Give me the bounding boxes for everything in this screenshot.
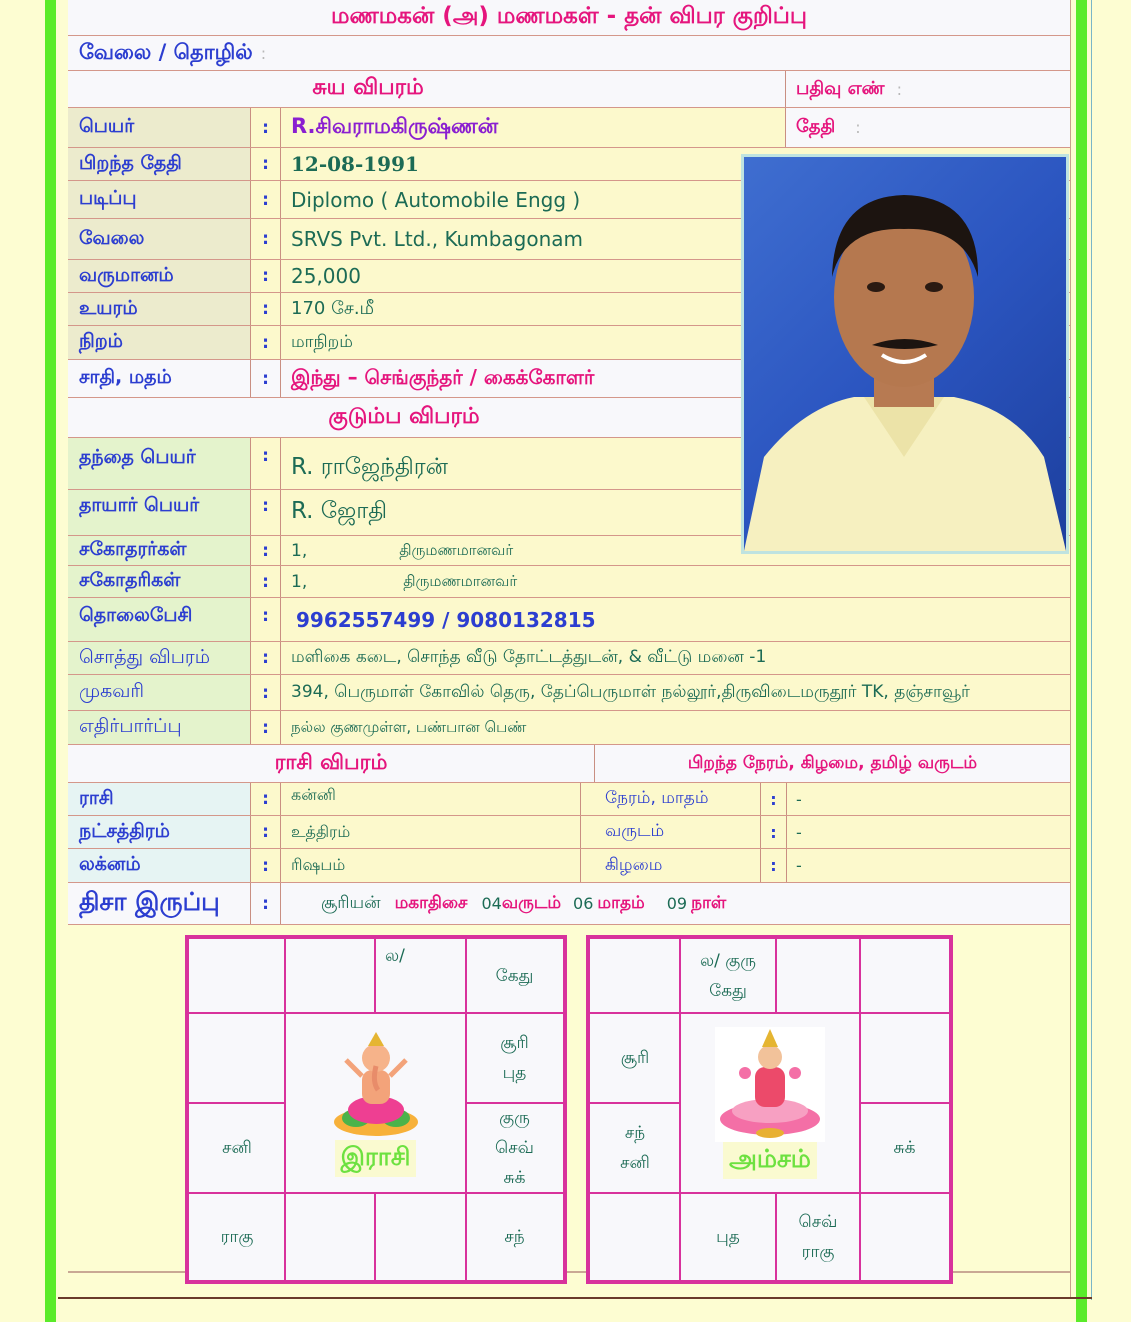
dasa-mahadasa: மகாதிசை [394,892,468,913]
amsam-cell-r3c1: புத [679,1192,777,1281]
brothers-status: திருமணமானவர் [399,540,514,559]
astro-row-star [68,816,1070,849]
phone-value: 9962557499 / 9080132815 [296,607,596,632]
registration-label: பதிவு எண் [796,77,885,99]
colon: : [251,783,281,815]
height-label: உயரம் [68,293,251,325]
colon: : [251,360,281,397]
lagnam-label: லக்னம் [68,849,251,882]
astro-section-header [68,745,1070,783]
colon: : [251,566,281,597]
colon: : [251,108,281,147]
family-section-title: குடும்ப விபரம் [328,403,480,429]
amsam-center [679,1012,861,1194]
dasa-days-num: 09 [666,894,688,913]
right-border-line [1091,0,1092,1300]
address-label: முகவரி [68,675,251,710]
profile-photo [741,154,1069,554]
dasa-days-label: நாள் [691,892,727,913]
mother-value: R. ஜோதி [291,498,388,524]
amsam-chart [586,935,953,1284]
father-value: R. ராஜேந்திரன் [291,454,448,480]
sisters-count: 1, [291,571,308,592]
rasi-cell-r0c3: கேது [465,938,564,1014]
date-label: தேதி [796,116,836,137]
rasi-chart-label: இராசி [335,1140,417,1177]
income-value: 25,000 [291,264,361,288]
brothers-count: 1, [291,540,308,561]
rasi-cell-r0c0 [188,938,286,1014]
dasa-months-label: மாதம் [597,892,645,913]
name-value: R.சிவராமகிருஷ்ணன் [291,114,499,138]
name-label: பெயர் [68,108,251,147]
page-bottom-border [58,1297,1092,1299]
occupation-label: வேலை / தொழில் [79,39,253,64]
personal-row-name [68,108,1070,148]
family-row-phone [68,598,1070,642]
right-border-bar [1076,0,1087,1322]
caste-value: இந்து – செங்குந்தர் / கைக்கோளர் [291,365,595,389]
sisters-status: திருமணமானவர் [403,571,518,590]
amsam-cell-r3c2: செவ் ராகு [775,1192,861,1281]
amsam-cell-r0c3 [859,938,950,1014]
colon: : [251,849,281,882]
colon: : [251,148,281,180]
personal-section-title: சுய விபரம் [312,75,424,100]
amsam-chart-label: அம்சம் [723,1142,817,1179]
rasi-center [284,1012,467,1194]
expectation-value: நல்ல குணமுள்ள, பண்பான பெண் [291,717,527,736]
rasi-cell-r3c3: சந் [465,1192,564,1281]
personal-section-header [68,71,1070,108]
rasi-cell-r1c3: சூரி புத [465,1012,564,1104]
occupation-row [68,36,1070,71]
date-colon: : [855,118,861,137]
father-label: தந்தை பெயர் [68,438,251,489]
colon: : [251,598,281,641]
rasi-cell-r0c1 [284,938,376,1014]
rasi-cell-r3c1 [284,1192,376,1281]
tamil-year-label: வருடம் [605,816,761,848]
colon: : [251,883,281,924]
colon: : [251,219,281,259]
income-label: வருமானம் [68,260,251,292]
phone-label: தொலைபேசி [68,598,251,641]
complexion-label: நிறம் [68,326,251,359]
family-row-sisters [68,566,1070,598]
colon: : [251,536,281,565]
title-row [68,0,1070,36]
amsam-cell-r1c3 [859,1012,950,1104]
family-row-address [68,675,1070,711]
dob-value: 12-08-1991 [291,152,419,176]
education-value: Diplomo ( Automobile Engg ) [291,187,581,212]
colon: : [251,438,281,489]
colon: : [251,675,281,710]
tamil-year-value: - [796,822,802,842]
colon: : [251,711,281,744]
rasi-label: ராசி [68,783,251,815]
dasa-planet: சூரியன் [321,892,381,913]
astro-section-title: ராசி விபரம் [274,750,388,774]
rasi-chart [185,935,567,1284]
rasi-cell-r1c0 [188,1012,286,1104]
dasa-value [281,883,726,924]
amsam-cell-r0c1: ல/ குரு கேது [679,938,777,1014]
caste-label: சாதி, மதம் [68,360,251,397]
weekday-value: - [796,856,802,875]
complexion-value: மாநிறம் [291,331,353,352]
job-label: வேலை [68,219,251,259]
education-label: படிப்பு [68,181,251,218]
brothers-label: சகோதரர்கள் [68,536,251,565]
birth-time-value: - [796,789,802,809]
height-value: 170 சே.மீ [291,297,375,319]
amsam-cell-r0c2 [775,938,861,1014]
astro-row-rasi [68,783,1070,816]
mother-label: தாயார் பெயர் [68,490,251,535]
family-row-assets [68,642,1070,675]
rasi-value: கன்னி [281,783,581,815]
colon: : [761,849,787,882]
amsam-cell-r2c0: சந் சனி [589,1102,681,1194]
rasi-cell-r2c0: சனி [188,1102,286,1194]
amsam-cell-r3c0 [589,1192,681,1281]
colon: : [251,816,281,848]
star-label: நட்சத்திரம் [68,816,251,848]
amsam-cell-r1c0: சூரி [589,1012,681,1104]
birth-time-label: நேரம், மாதம் [605,783,761,815]
assets-value: மளிகை கடை, சொந்த வீடு தோட்டத்துடன், & வீட்டு மனை -1 [291,647,767,667]
amsam-cell-r0c0 [589,938,681,1014]
lagnam-value: ரிஷபம் [281,849,581,882]
colon: : [251,293,281,325]
person-photo-icon [744,157,1066,551]
expectation-label: எதிர்பார்ப்பு [68,711,251,744]
left-border-bar [45,0,56,1322]
dasa-row [68,883,1070,925]
colon: : [251,490,281,535]
amsam-cell-r2c3: சுக் [859,1102,950,1194]
weekday-label: கிழமை [605,849,761,882]
registration-colon: : [896,79,902,99]
sisters-label: சகோதரிகள் [68,566,251,597]
colon: : [761,816,787,848]
dasa-years-label: வருடம் [501,892,562,913]
lakshmi-icon [715,1027,825,1142]
job-value: SRVS Pvt. Ltd., Kumbagonam [291,227,584,251]
colon: : [251,260,281,292]
ganesha-icon [326,1030,426,1140]
address-value: 394, பெருமாள் கோவில் தெரு, தேப்பெருமாள் நல்லூர்,திருவிடைமருதூர் TK, தஞ்சாவூர் [291,681,970,702]
amsam-cell-r3c3 [859,1192,950,1281]
sisters-value [281,566,517,597]
rasi-cell-r2c3: குரு செவ் சுக் [465,1102,564,1194]
colon: : [761,783,787,815]
assets-label: சொத்து விபரம் [68,642,251,674]
dasa-months-num: 06 [573,894,594,913]
star-value: உத்திரம் [281,816,581,848]
occupation-colon: : [260,43,267,63]
rasi-cell-r0c2: ல/ [374,938,467,1014]
dob-label: பிறந்த தேதி [68,148,251,180]
birth-section-title: பிறந்த நேரம், கிழமை, தமிழ் வருடம் [687,752,978,773]
astro-row-lagnam [68,849,1070,883]
brothers-value [281,536,513,565]
family-row-expectation [68,711,1070,745]
rasi-cell-r3c0: ராகு [188,1192,286,1281]
colon: : [251,326,281,359]
page-title: மணமகன் (அ) மணமகள் - தன் விபர குறிப்பு [331,3,807,29]
colon: : [251,642,281,674]
rasi-cell-r3c2 [374,1192,467,1281]
colon: : [251,181,281,218]
dasa-years-num: 04 [481,894,502,913]
dasa-label: திசா இருப்பு [68,883,251,924]
